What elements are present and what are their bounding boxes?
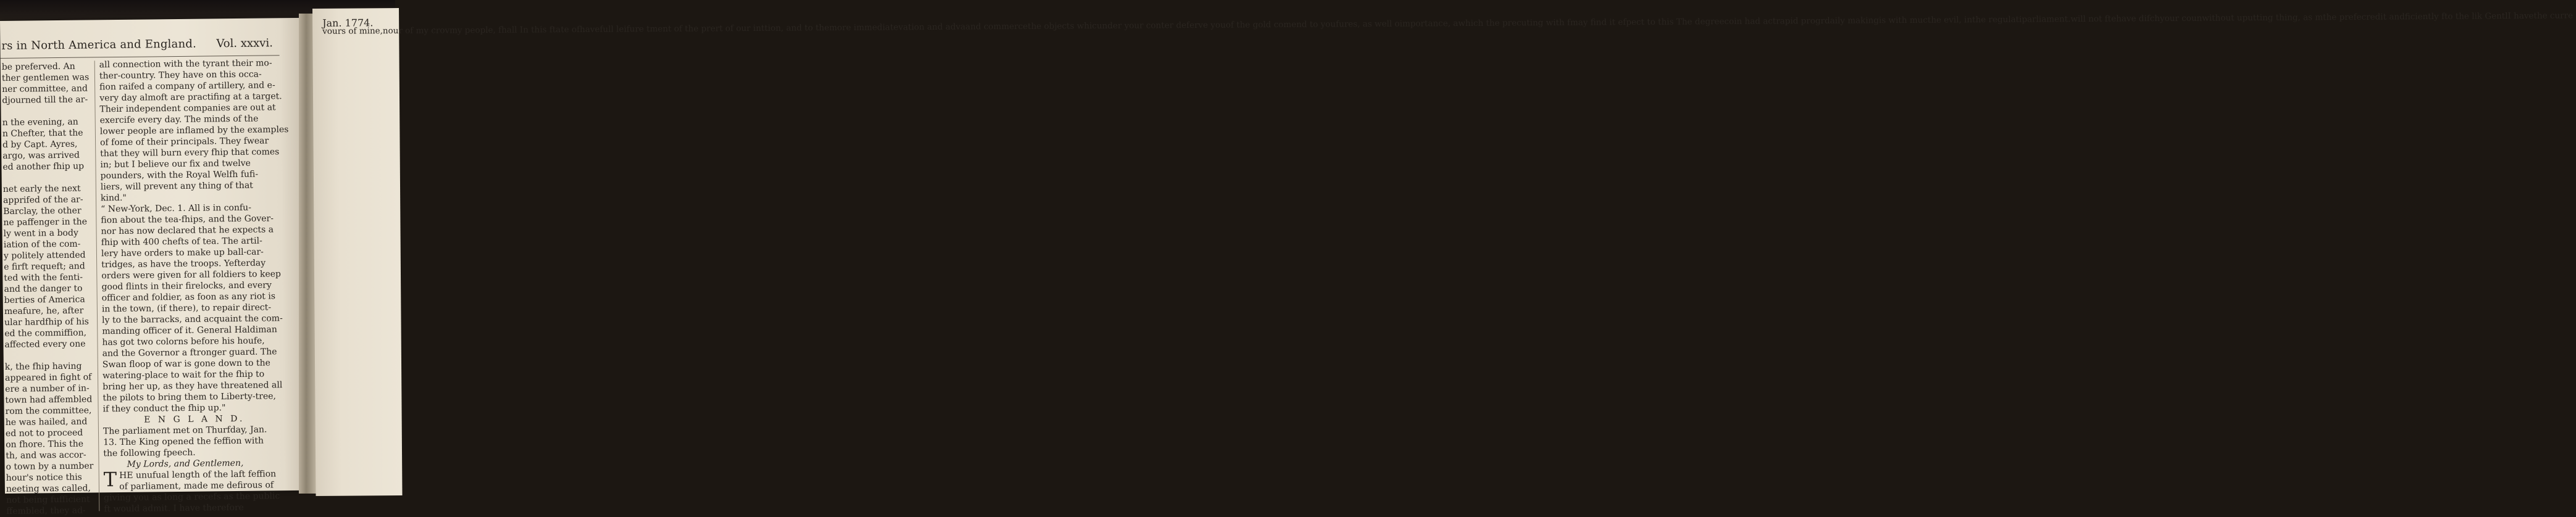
text-line: good flints in their firelocks, and every xyxy=(101,280,272,292)
text-line: the prefe xyxy=(2323,12,2362,23)
text-line: ing, as m xyxy=(2284,12,2323,23)
text-line: berties of America xyxy=(4,294,85,305)
text-line: in the town, (if there), to repair direct- xyxy=(101,302,272,315)
column-divider xyxy=(94,60,100,511)
text-line: of parliament, made me defirous of xyxy=(119,480,274,492)
text-line: fpect to this xyxy=(1623,17,1674,28)
text-line: fures, as well o xyxy=(1336,19,1400,30)
text-line: n the evening, an xyxy=(2,117,78,128)
text-line: djourned till the ar- xyxy=(2,94,88,105)
text-line: to the lik xyxy=(2444,11,2483,22)
text-line: he was hailed, and xyxy=(5,416,88,428)
text-line: under your con xyxy=(1097,20,1161,31)
text-line: ther-country. They have on this occa- xyxy=(99,69,262,81)
text-line: ther gentlemen was xyxy=(1,72,90,83)
text-line: net early the next xyxy=(2,183,81,194)
column-b-text xyxy=(99,57,289,415)
text-line: fion raifed a company of artillery, and e- xyxy=(99,80,275,93)
text-line: the evil, in xyxy=(1927,15,1973,25)
text-line: argo, was arrived xyxy=(2,150,80,161)
text-line: ffembled, they ad- xyxy=(6,505,86,516)
text-line: th, and was accor- xyxy=(6,450,86,461)
text-line: ere a number of in- xyxy=(5,383,90,394)
text-line: y politely attended xyxy=(3,250,86,261)
text-line: the regulati xyxy=(1972,14,2022,25)
text-line: appeared in fight of xyxy=(4,372,92,383)
text-line: that they will burn every fhip that comes xyxy=(100,147,280,159)
text-line: Swan floop of war is gone down to the xyxy=(102,358,270,370)
text-line: importance, a xyxy=(1399,19,1458,29)
text-line: officer and foldier, as foon as any riot is xyxy=(101,291,276,304)
text-line: nour of my crov xyxy=(382,25,450,36)
text-line: kind." xyxy=(100,192,127,204)
text-line: of fome of their principals. They fwear xyxy=(99,136,269,148)
text-line: parliament. xyxy=(2022,14,2071,25)
speech-text xyxy=(104,468,287,515)
text-line: watering-place to wait for the fhip to xyxy=(102,369,265,381)
text-line: ne paffenger in the xyxy=(3,217,88,228)
text-line: Barclay, the other xyxy=(3,205,82,217)
text-line: putting th xyxy=(2242,12,2285,23)
text-line: HE unufual length of the laft feffion xyxy=(119,469,277,481)
text-line: vation and adva xyxy=(898,22,966,33)
text-line: bring her up, as they have threatened all xyxy=(102,380,283,392)
text-line: and commerce xyxy=(965,21,1028,32)
text-line: ted with the fenti- xyxy=(4,272,83,283)
text-line: apprifed of the ar- xyxy=(2,194,83,205)
text-line: Gentl xyxy=(2482,11,2508,22)
text-line: ment of the pre xyxy=(650,23,716,35)
text-line: daily making xyxy=(1824,15,1880,26)
text-line: neeting was called, xyxy=(6,483,91,494)
text-line: on fhore. This the xyxy=(6,439,84,450)
left-page xyxy=(0,18,309,516)
text-line: credit and xyxy=(2361,12,2405,22)
text-line: Their independent companies are out at xyxy=(99,102,276,115)
text-line: ed another fhip up xyxy=(2,161,85,172)
header-volume: Vol. xxxvi. xyxy=(216,36,274,51)
text-line: affected every one xyxy=(4,339,86,350)
section-heading: E N G L A N D. xyxy=(144,413,245,425)
text-line: ly went in a body xyxy=(3,228,78,239)
text-line: n Chefter, that the xyxy=(2,128,83,139)
text-line: more immediate xyxy=(829,22,899,33)
text-line: tridges, as have the troops. Yefterday xyxy=(101,258,266,270)
text-line: in; but I believe our fix and twelve xyxy=(100,158,251,170)
text-line: ft would admit. I have therefore xyxy=(104,502,245,515)
text-line: ly to the barracks, and acquaint the com- xyxy=(102,313,283,326)
text-line: very day almoft are practifing at a target. xyxy=(99,91,282,104)
drop-cap: T xyxy=(103,468,117,492)
text-line: ular hardfhip of his xyxy=(4,316,90,328)
text-line: cuting with f xyxy=(1516,17,1571,28)
text-line: giving you as long a recefs as the public xyxy=(104,491,280,503)
text-line: The degree xyxy=(1673,17,1725,27)
text-line: meafure, he, after xyxy=(4,305,84,316)
text-line: without u xyxy=(2202,13,2243,23)
text-line: my people, fhall xyxy=(450,25,517,36)
text-line: town had affembled xyxy=(5,394,93,405)
text-line: e firft requeft; and xyxy=(4,261,85,272)
text-line: have difch xyxy=(2116,14,2160,24)
text-line: nor has now declared that he expects a xyxy=(101,225,274,237)
text-line: which the pre xyxy=(1458,18,1517,29)
text-line: if they conduct the fhip up." xyxy=(102,403,226,415)
text-line: has got two colorns before his houfe, xyxy=(102,336,265,348)
text-line: ner committee, and xyxy=(2,83,88,94)
text-line xyxy=(2,105,88,117)
header-title: rs in North America and England. xyxy=(1,37,197,52)
text-line: of the gold co xyxy=(1226,20,1284,30)
text-line: may find it e xyxy=(1570,17,1623,28)
text-line: lery have orders to make up ball-car- xyxy=(101,247,264,259)
text-line: manding officer of it. General Haldiman xyxy=(102,325,277,337)
text-line: The parliament met on Thurfday, Jan. xyxy=(102,424,267,437)
text-line: the objects whic xyxy=(1027,21,1097,31)
text-line: coin had act xyxy=(1724,16,1776,27)
text-line: rom the committee, xyxy=(5,405,92,416)
text-line: exercife every day. The minds of the xyxy=(99,114,259,126)
text-line: the curre xyxy=(2533,10,2574,21)
text-line: fhip with 400 chefts of tea. The artil- xyxy=(101,236,262,248)
right-page-header: Jan. 1774. xyxy=(322,17,374,29)
text-line: In this ftate of xyxy=(517,24,580,35)
text-line: d by Capt. Ayres, xyxy=(2,139,78,150)
text-line: orders were given for all foldiers to keep xyxy=(101,269,282,281)
speech-opening xyxy=(104,468,287,515)
text-line: all connection with the tyrant their mo- xyxy=(99,58,272,70)
text-line: “ New-York, Dec. 1. All is in confu- xyxy=(101,202,251,215)
speech-salutation: My Lords, and Gentlemen, xyxy=(127,458,244,469)
text-line: ter deferve you xyxy=(1161,20,1226,31)
text-line: hour's notice this xyxy=(6,472,82,483)
text-line: pounders, with the Royal Welfh fufi- xyxy=(100,169,259,181)
text-line: and the Governor a ftronger guard. The xyxy=(102,347,277,359)
text-line: havefull leifure t xyxy=(579,24,650,35)
text-line: and the danger to xyxy=(4,283,83,294)
column-b xyxy=(99,57,287,515)
text-line: vours of mine, xyxy=(322,26,383,36)
text-line xyxy=(5,349,91,361)
text-line: I have xyxy=(2507,10,2534,22)
text-line xyxy=(3,172,90,183)
text-line: iation of the com- xyxy=(3,239,81,250)
text-line: 13. The King opened the feffion with xyxy=(103,436,264,448)
text-line: is with muc xyxy=(1878,15,1928,26)
text-line: be preferved. An xyxy=(1,61,75,72)
text-line: the following fpeech. xyxy=(103,447,196,459)
text-line: tion, and to the xyxy=(764,23,830,33)
column-b-parliament xyxy=(103,424,286,459)
text-line: your coun xyxy=(2160,13,2202,24)
text-line: mend to you xyxy=(1283,19,1336,30)
text-line: the pilots to bring them to Liberty-tree, xyxy=(102,391,277,403)
text-line: k, the fhip having xyxy=(4,361,82,372)
right-page xyxy=(312,8,2574,496)
text-line: ficiently f xyxy=(2404,11,2444,22)
text-line: rapid progr xyxy=(1776,15,1825,27)
right-page-column xyxy=(322,10,2573,37)
text-line: ed not to proceed xyxy=(5,428,83,439)
text-line: liers, will prevent any thing of that xyxy=(100,180,253,192)
column-a xyxy=(2,61,93,517)
text-line: rt of our int xyxy=(715,23,765,34)
text-line: o town by a number xyxy=(6,461,94,472)
text-line: lower people are inflamed by the examples xyxy=(99,125,289,137)
text-line: not being fufficient xyxy=(6,494,90,505)
page-header xyxy=(0,34,290,57)
text-line: ed the commiffion, xyxy=(4,328,87,339)
text-line: fion about the tea-fhips, and the Gover- xyxy=(101,213,274,226)
text-line: will not fte xyxy=(2070,14,2117,25)
